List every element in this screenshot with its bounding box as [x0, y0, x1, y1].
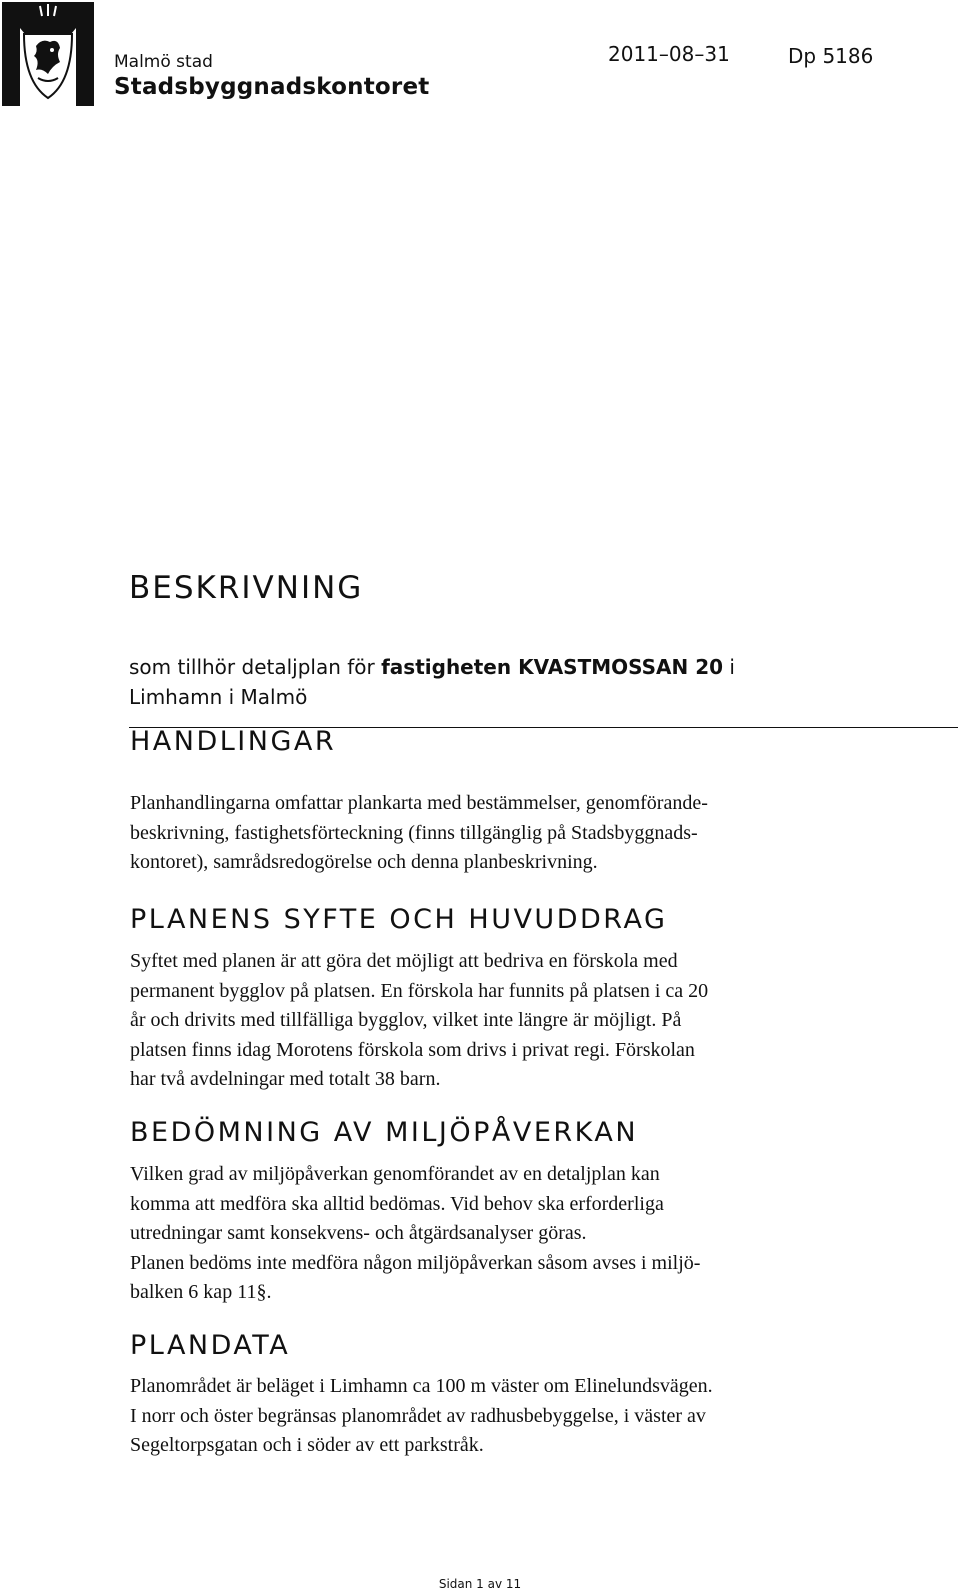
- text-line: Planområdet är beläget i Limhamn ca 100 m väster om Elinelundsvägen.: [130, 1375, 713, 1397]
- section-heading-syfte: PLANENS SYFTE OCH HUVUDDRAG: [130, 904, 668, 935]
- text-line: Segeltorpsgatan och i söder av ett parkstråk.: [130, 1434, 484, 1456]
- section-text-syfte: [130, 947, 890, 1095]
- section-text-miljopaverkan: [130, 1160, 890, 1308]
- organization-block: [114, 52, 429, 102]
- subtitle-location: Limhamn i Malmö: [129, 685, 308, 709]
- section-text-handlingar: [130, 789, 890, 878]
- text-line: Planhandlingarna omfattar plankarta med bestämmelser, genomförande-: [130, 792, 708, 814]
- section-text-plandata: [130, 1372, 910, 1461]
- text-line: permanent bygglov på platsen. En förskola har funnits på platsen i ca 20: [130, 979, 709, 1002]
- text-line: utredningar samt konsekvens- och åtgärdsanalyser göras.: [130, 1222, 587, 1244]
- subtitle: [129, 652, 929, 712]
- org-name: Malmö stad: [114, 52, 213, 72]
- text-line: Syftet med planen är att göra det möjligt att bedriva en förskola med: [130, 950, 678, 972]
- text-line: balken 6 kap 11§.: [130, 1281, 272, 1303]
- text-line: Planen bedöms inte medföra någon miljöpåverkan såsom avses i miljö-: [130, 1251, 701, 1274]
- text-line: komma att medföra ska alltid bedömas. Vid behov ska erforderliga: [130, 1192, 664, 1215]
- text-line: I norr och öster begränsas planområdet av radhusbebyggelse, i väster av: [130, 1404, 706, 1427]
- text-line: år och drivits med tillfälliga bygglov, vilket inte längre är möjligt. På: [130, 1009, 682, 1031]
- section-heading-miljopaverkan: BEDÖMNING AV MILJÖPÅVERKAN: [130, 1117, 639, 1148]
- text-line: platsen finns idag Morotens förskola som drivs i privat regi. Förskolan: [130, 1038, 695, 1061]
- document-number: Dp 5186: [788, 44, 874, 68]
- document-date: 2011–08–31: [608, 42, 730, 66]
- section-heading-handlingar: HANDLINGAR: [130, 726, 337, 757]
- page-number: Sidan 1 av 11: [438, 1577, 522, 1591]
- text-line: har två avdelningar med totalt 38 barn.: [130, 1068, 441, 1090]
- org-department: Stadsbyggnadskontoret: [114, 74, 430, 100]
- subtitle-prefix: som tillhör detaljplan för: [129, 655, 382, 679]
- text-line: Vilken grad av miljöpåverkan genomförandet av en detaljplan kan: [130, 1163, 660, 1185]
- text-line: beskrivning, fastighetsförteckning (finns tillgänglig på Stadsbyggnads-: [130, 821, 698, 844]
- section-heading-plandata: PLANDATA: [130, 1330, 291, 1361]
- page-title: BESKRIVNING: [129, 570, 364, 606]
- subtitle-suffix: i: [723, 655, 735, 679]
- subtitle-property: fastigheten KVASTMOSSAN 20: [381, 655, 724, 679]
- text-line: kontoret), samrådsredogörelse och denna planbeskrivning.: [130, 851, 598, 873]
- malmo-griffin-coat-of-arms-icon: [2, 2, 94, 106]
